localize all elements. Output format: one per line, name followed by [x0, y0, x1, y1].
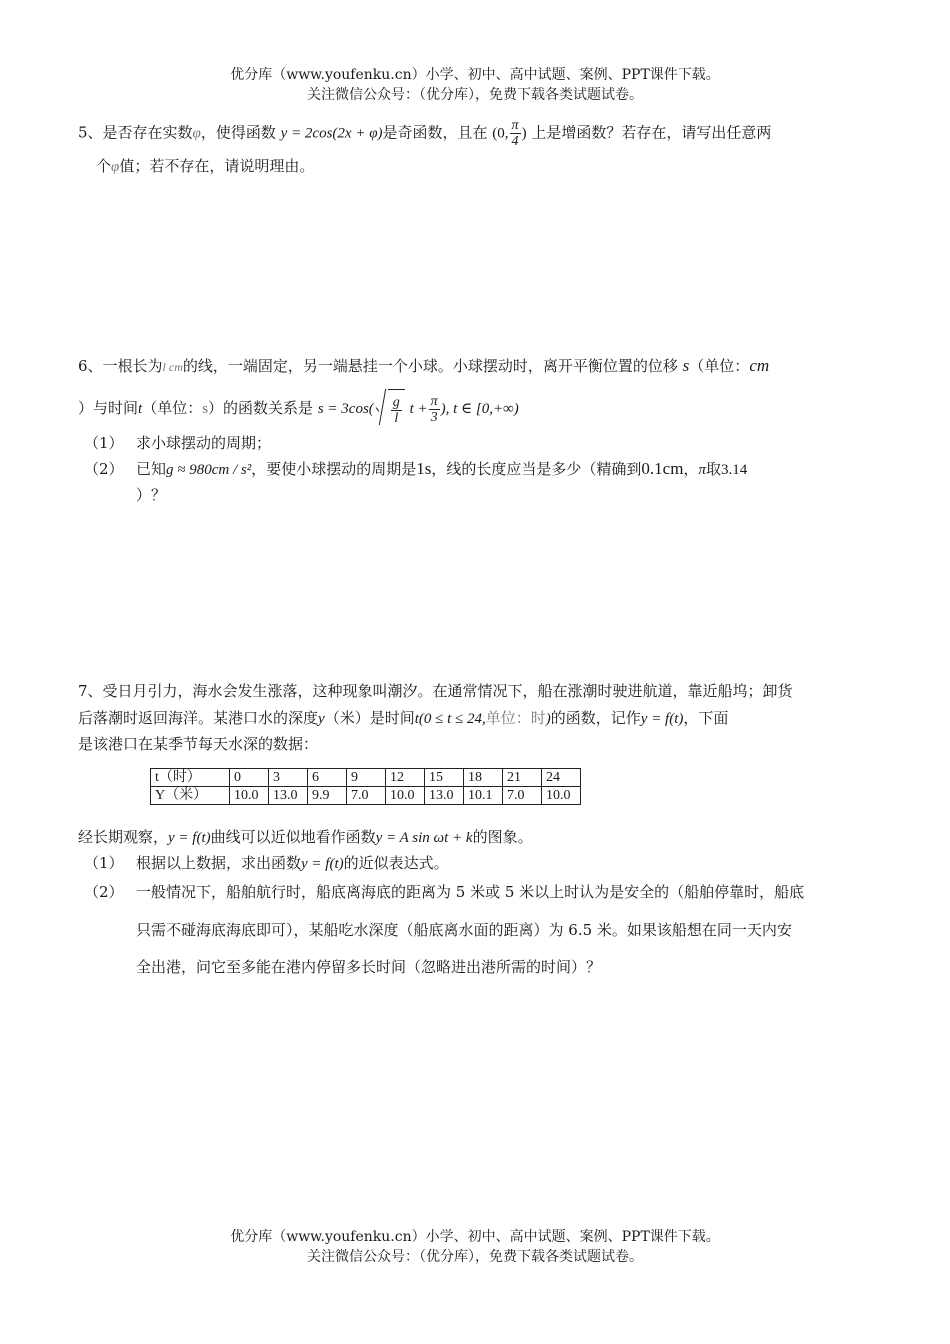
- q6-precision: 0.1cm: [641, 459, 684, 478]
- q6-text: ）与时间: [78, 399, 139, 417]
- q7-model-function: y = A sin ωt + k: [375, 830, 473, 846]
- q5-text: 值；若不存在，请说明理由。: [119, 157, 315, 175]
- q6-text: 的线，一端固定，另一端悬挂一个小球。小球摆动时，离开平衡位置的位移: [182, 357, 678, 375]
- table-cell: 7.0: [347, 787, 386, 805]
- table-cell: 3: [269, 769, 308, 787]
- q6-frac-num: g: [392, 395, 400, 410]
- page-header-line2: 关注微信公众号：（优分库），免费下载各类试题试卷。: [307, 87, 643, 103]
- q7-function: y = f(t): [640, 711, 684, 727]
- q6-g-over-l: [391, 395, 402, 426]
- table-cell: 13.0: [269, 787, 308, 805]
- q6-t: t: [138, 401, 143, 417]
- q7-text: 根据以上数据，求出函数: [136, 854, 302, 872]
- q6-text: ，: [683, 460, 699, 478]
- question-7-sub1: [84, 852, 449, 875]
- q7-sub2-text: 只需不碰海底海底即可），某船吃水深度（船底离水面的距离）为 6.5 米。如果该船想在同一天内安: [136, 921, 792, 939]
- q5-frac-num: π: [511, 118, 519, 133]
- q5-text: ，使得函数: [200, 123, 276, 142]
- question-6-sub2: [84, 458, 747, 481]
- q7-function: y = f(t): [301, 856, 344, 872]
- question-6-sub2-close: [136, 484, 166, 506]
- q5-phi: φ: [111, 159, 120, 175]
- question-7-line3: [78, 733, 318, 755]
- q6-formula-tail: ), t ∈ [0,+∞): [440, 401, 519, 417]
- table-row: [151, 787, 581, 805]
- table-cell: 21: [503, 769, 542, 787]
- q7-text: 是该港口在某季节每天水深的数据：: [78, 735, 319, 753]
- q6-s: s: [682, 356, 690, 375]
- table-cell: 9.9: [308, 787, 347, 805]
- q7-range: t(0 ≤ t ≤ 24,: [414, 711, 486, 727]
- q6-frac-den: l: [394, 411, 399, 426]
- q6-sub2-number: （2）: [84, 460, 124, 478]
- q6-text: 取: [705, 460, 721, 478]
- q5-fraction: [510, 118, 521, 149]
- table-cell: 12: [386, 769, 425, 787]
- q7-text: （米）是时间: [324, 709, 415, 727]
- q7-unit: 单位：时: [485, 709, 546, 727]
- q5-text: 上是增函数？若存在，请写出任意两: [531, 123, 772, 142]
- question-6-sub1: [84, 432, 271, 454]
- question-5-line1: [78, 118, 771, 149]
- table-cell: 7.0: [503, 787, 542, 805]
- table-cell: 6: [308, 769, 347, 787]
- question-5-line2: [96, 155, 314, 178]
- question-7-sub2-line1: [84, 881, 804, 903]
- q7-text: 的函数，记作: [550, 709, 641, 727]
- q6-frac-num: π: [430, 393, 438, 409]
- question-7-observation: [78, 826, 533, 849]
- table-cell: 18: [464, 769, 503, 787]
- q7-sub2-text: 一般情况下，船舶航行时，船底离海底的距离为 5 米或 5 米以上时认为是安全的（船舶停靠时，船底: [136, 883, 805, 901]
- question-7-sub2-line2: [136, 919, 792, 941]
- table-row: [151, 769, 581, 787]
- q6-s-unit: s: [202, 401, 209, 417]
- tide-data-table: [150, 768, 581, 805]
- question-7-line1: [78, 680, 793, 702]
- question-7-sub2-line3: [136, 956, 601, 978]
- q6-formula-t: t +: [409, 401, 428, 417]
- q6-pi: π: [698, 462, 706, 478]
- table-header-t: t（时）: [151, 769, 230, 787]
- q6-text: ）的函数关系是: [208, 399, 314, 417]
- table-cell: 10.1: [464, 787, 503, 805]
- q5-function: y = 2cos(2x + φ): [280, 125, 383, 142]
- page-footer-line2: 关注微信公众号：（优分库），免费下载各类试题试卷。: [307, 1249, 643, 1265]
- page-header-line1: 优分库（www.youfenku.cn）小学、初中、高中试题、案例、PPT课件下载。: [230, 67, 720, 83]
- q6-g-value: g ≈ 980cm / s²: [166, 462, 252, 478]
- q7-range-close: ): [545, 711, 551, 727]
- q7-function: y = f(t): [168, 830, 211, 846]
- q5-phi: φ: [192, 125, 201, 142]
- q5-text: 是奇函数，且在: [382, 123, 488, 142]
- table-cell: 10.0: [542, 787, 581, 805]
- table-cell: 0: [230, 769, 269, 787]
- question-7-line2: [78, 707, 728, 730]
- q5-text: 个: [96, 157, 112, 175]
- question-6-line1: [78, 355, 769, 378]
- q6-text: （单位：: [689, 357, 750, 375]
- table-cell: 13.0: [425, 787, 464, 805]
- q7-sub2-number: （2）: [84, 883, 124, 901]
- q6-text: （单位：: [142, 399, 203, 417]
- q6-pi-value: 3.14: [720, 462, 748, 478]
- q6-text: ，要使小球摆动的周期是: [251, 460, 417, 478]
- question-6-line2: [78, 388, 519, 430]
- table-cell: 10.0: [230, 787, 269, 805]
- table-header-y: Y（米）: [151, 787, 230, 805]
- q7-text: 经长期观察，: [78, 828, 169, 846]
- q5-interval: (0,: [492, 125, 509, 142]
- q6-sqrt: [376, 389, 405, 430]
- q7-sub2-text: 全出港，问它至多能在港内停留多长时间（忽略进出港所需的时间）？: [136, 958, 602, 976]
- q7-text: 的图象。: [472, 828, 533, 846]
- q7-y: y: [318, 711, 325, 727]
- q6-text: 6、一根长为: [78, 357, 163, 375]
- table-cell: 9: [347, 769, 386, 787]
- q6-period: 1s: [416, 459, 432, 478]
- q6-sub1-number: （1）: [84, 434, 124, 452]
- table-cell: 10.0: [386, 787, 425, 805]
- q6-text: ）？: [136, 486, 167, 504]
- q6-formula-head: s = 3cos(: [317, 401, 374, 417]
- q6-sub1-text: 求小球摆动的周期；: [136, 434, 272, 452]
- page-footer-line1: 优分库（www.youfenku.cn）小学、初中、高中试题、案例、PPT课件下载。: [230, 1229, 720, 1245]
- q7-text: 曲线可以近似地看作函数: [210, 828, 376, 846]
- q6-cm: cm: [749, 356, 770, 375]
- q7-text: 的近似表达式。: [343, 854, 449, 872]
- q7-text: ，下面: [683, 709, 729, 727]
- q7-text: 后落潮时返回海洋。某港口水的深度: [78, 709, 319, 727]
- q5-interval: ): [521, 125, 527, 142]
- table-cell: 24: [542, 769, 581, 787]
- q5-frac-den: 4: [511, 134, 519, 149]
- q6-text: 已知: [136, 460, 167, 478]
- q6-frac-den: 3: [430, 409, 438, 425]
- q7-sub1-number: （1）: [84, 854, 124, 872]
- q6-pi-over-3: [429, 394, 440, 425]
- q6-text: ，线的长度应当是多少（精确到: [431, 460, 642, 478]
- q7-text: 7、受日月引力，海水会发生涨落，这种现象叫潮汐。在通常情况下，船在涨潮时驶进航道，靠近船坞；卸货: [78, 682, 793, 700]
- q5-text: 5、是否存在实数: [78, 123, 193, 142]
- table-cell: 15: [425, 769, 464, 787]
- q6-length: l cm: [162, 360, 183, 374]
